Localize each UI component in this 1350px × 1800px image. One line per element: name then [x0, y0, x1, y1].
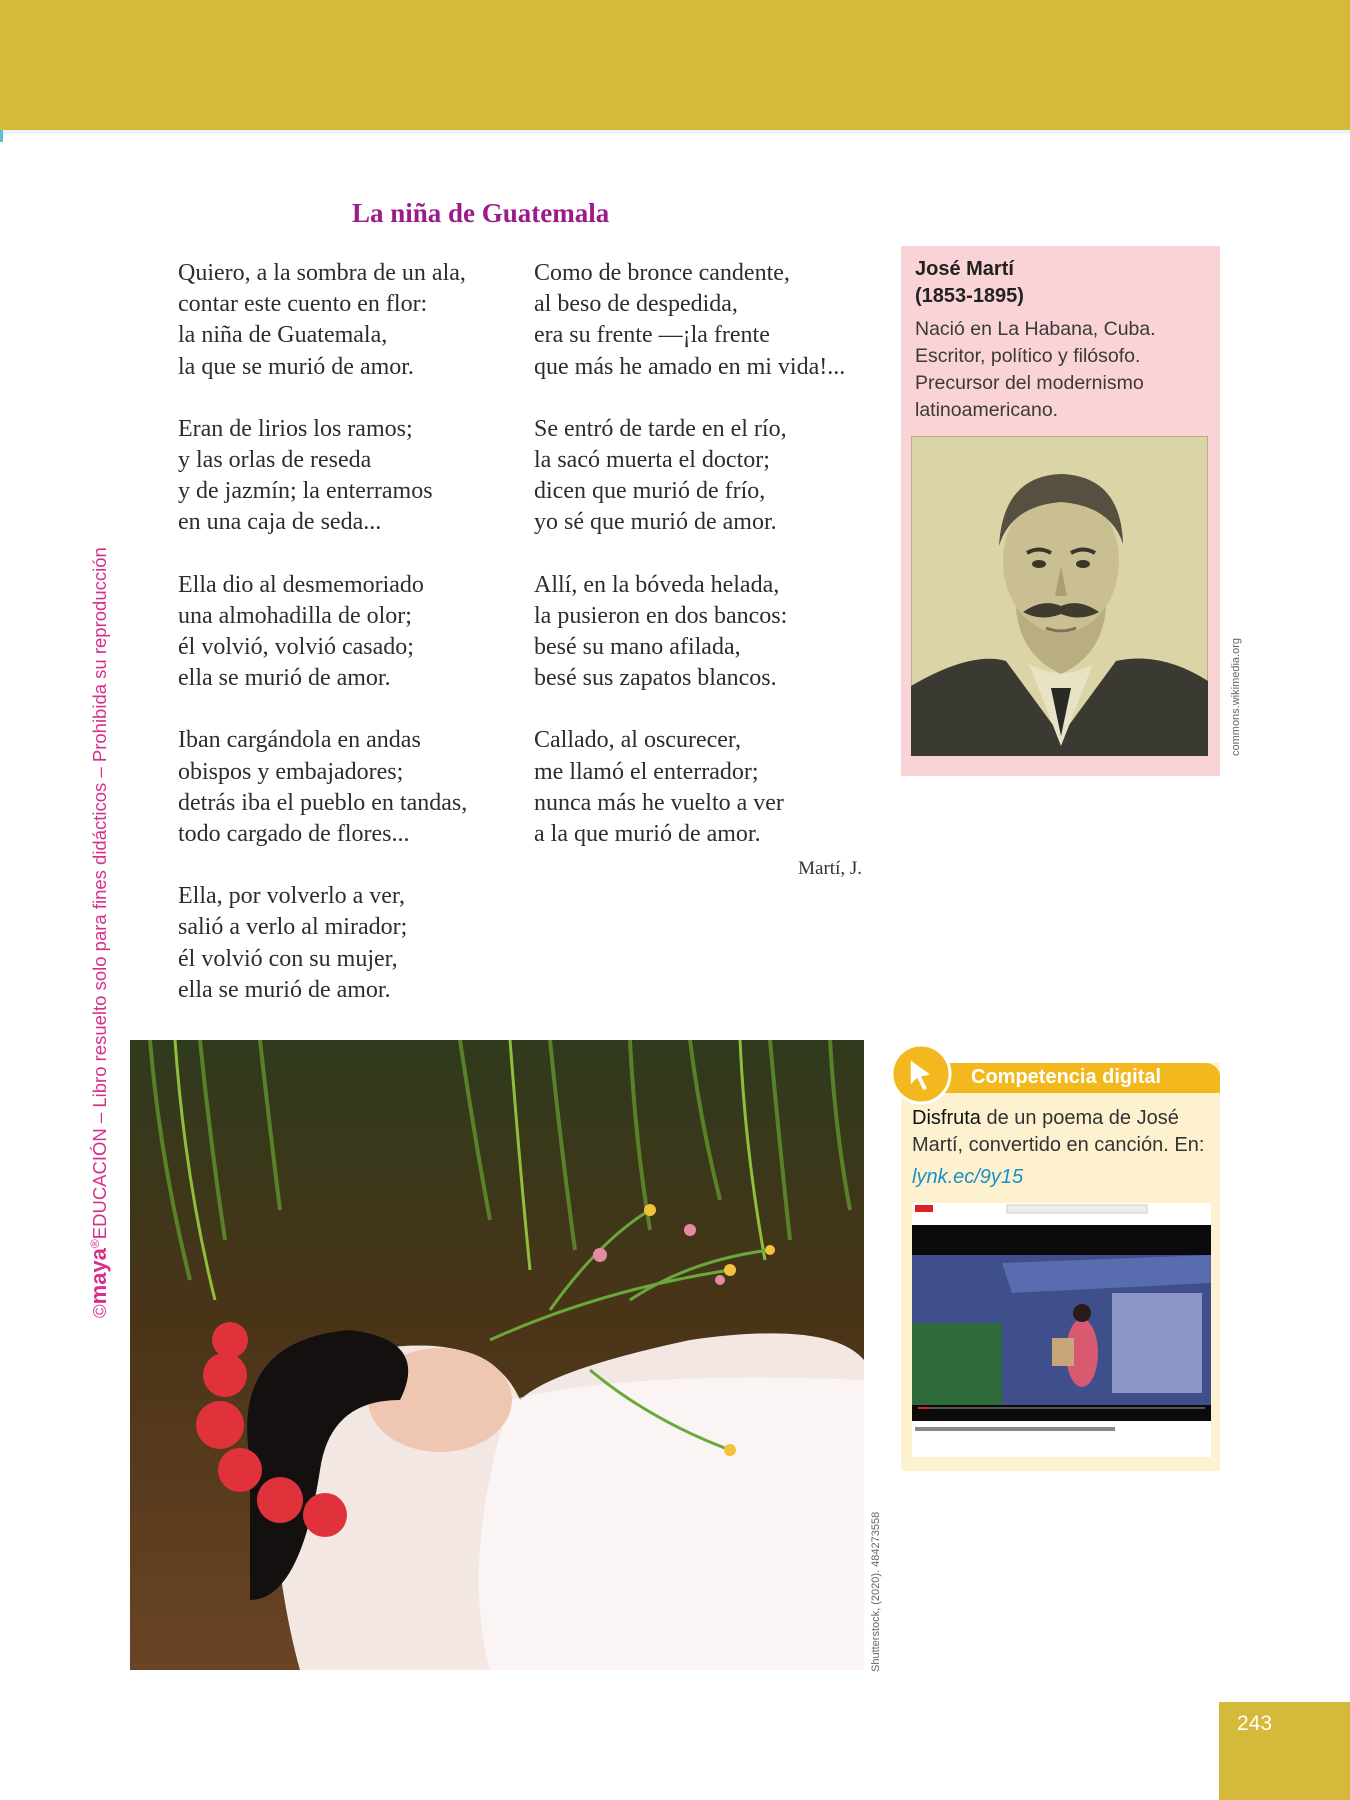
- poem-column-2: [534, 258, 894, 881]
- poem-line: todo cargado de flores...: [178, 821, 410, 848]
- photo-credit: Shutterstock, (2020). 484273558: [870, 1511, 882, 1672]
- bio-years: (1853-1895): [915, 285, 1024, 307]
- brand-name: maya: [86, 1248, 111, 1305]
- poem-author: Martí, J.: [798, 858, 862, 879]
- poem-stanza: [178, 258, 518, 383]
- poem-title: La niña de Guatemala: [352, 198, 610, 228]
- poem-line: yo sé que murió de amor.: [534, 509, 777, 536]
- poem-stanza: [178, 725, 518, 850]
- poem-line: al beso de despedida,: [534, 291, 738, 318]
- poem-stanza: [178, 570, 518, 695]
- poem-line: besé sus zapatos blancos.: [534, 665, 777, 692]
- poem-line: a la que murió de amor.: [534, 821, 761, 848]
- page-number: 243: [1237, 1712, 1273, 1735]
- poem-line: en una caja de seda...: [178, 509, 382, 536]
- poem-line: nunca más he vuelto a ver: [534, 789, 784, 816]
- poem-line: Ella dio al desmemoriado: [178, 571, 424, 598]
- copyright-symbol: ©: [89, 1304, 110, 1318]
- author-portrait: [911, 436, 1208, 756]
- copyright-side-note: [86, 547, 112, 1318]
- bio-name: José Martí: [915, 258, 1014, 280]
- poem-line: ella se murió de amor.: [178, 665, 391, 692]
- poem-line: y de jazmín; la enterramos: [178, 478, 433, 505]
- poem-line: él volvió, volvió casado;: [178, 634, 414, 661]
- competencia-digital-box: [901, 1063, 1220, 1471]
- poem-line: Eran de lirios los ramos;: [178, 415, 413, 442]
- bio-heading: [915, 256, 1024, 310]
- poem-line: Callado, al oscurecer,: [534, 727, 741, 754]
- poem-line: Allí, en la bóveda helada,: [534, 571, 780, 598]
- page-number-box: [1219, 1702, 1350, 1800]
- bio-text: Nació en La Habana, Cuba. Escritor, político y filósofo. Precursor del modernismo latinoamericano.: [915, 318, 1156, 421]
- video-thumbnail[interactable]: [912, 1203, 1211, 1457]
- competencia-title: Competencia digital: [971, 1066, 1162, 1088]
- poem-line: ella se murió de amor.: [178, 976, 391, 1003]
- competencia-link[interactable]: lynk.ec/9y15: [912, 1166, 1024, 1188]
- poem-line: la sacó muerta el doctor;: [534, 447, 770, 474]
- poem-line: la pusieron en dos bancos:: [534, 602, 788, 629]
- poem-line: una almohadilla de olor;: [178, 602, 412, 629]
- poem-line: la que se murió de amor.: [178, 353, 414, 380]
- portrait-credit: commons.wikimedia.org: [1230, 638, 1242, 756]
- poem-line: besé su mano afilada,: [534, 634, 741, 661]
- competencia-text: [912, 1105, 1212, 1159]
- poem-stanza: [534, 258, 894, 383]
- poem-line: que más he amado en mi vida!...: [534, 353, 846, 380]
- poem-stanza: [534, 414, 894, 539]
- poem-line: Quiero, a la sombra de un ala,: [178, 260, 466, 286]
- poem-line: Se entró de tarde en el río,: [534, 415, 787, 442]
- registered-mark: ®: [87, 1239, 102, 1249]
- competencia-description: de un poema de José Martí, convertido en canción. En:: [912, 1107, 1205, 1156]
- poem-line: dicen que murió de frío,: [534, 478, 766, 505]
- poem-line: detrás iba el pueblo en tandas,: [178, 789, 468, 816]
- poem-line: la niña de Guatemala,: [178, 322, 388, 349]
- poem-stanza: [178, 414, 518, 539]
- poem-line: Iban cargándola en andas: [178, 727, 421, 754]
- poem-line: obispos y embajadores;: [178, 758, 404, 785]
- poem-line: y las orlas de reseda: [178, 447, 372, 474]
- header-accent-tick: [0, 130, 3, 142]
- poem-line: él volvió con su mujer,: [178, 945, 398, 972]
- poem-stanza: [534, 570, 894, 695]
- river-photo: [130, 1040, 864, 1670]
- poem-stanza: [178, 881, 518, 1006]
- poem-column-1: [178, 258, 518, 1037]
- header-band: [0, 0, 1350, 130]
- poem-line: era su frente —¡la frente: [534, 322, 770, 349]
- copyright-text: EDUCACIÓN – Libro resuelto solo para fines didácticos – Prohibida su reproducción: [89, 547, 110, 1240]
- poem-line: Como de bronce candente,: [534, 260, 790, 286]
- cursor-click-icon: [888, 1041, 954, 1107]
- poem-line: Ella, por volverlo a ver,: [178, 883, 405, 910]
- header-divider: [0, 130, 1350, 134]
- author-bio-box: [901, 246, 1220, 776]
- poem-line: contar este cuento en flor:: [178, 291, 428, 318]
- competencia-verb: Disfruta: [912, 1107, 981, 1129]
- poem-line: me llamó el enterrador;: [534, 758, 759, 785]
- poem-stanza: [534, 725, 894, 850]
- poem-line: salió a verlo al mirador;: [178, 914, 408, 941]
